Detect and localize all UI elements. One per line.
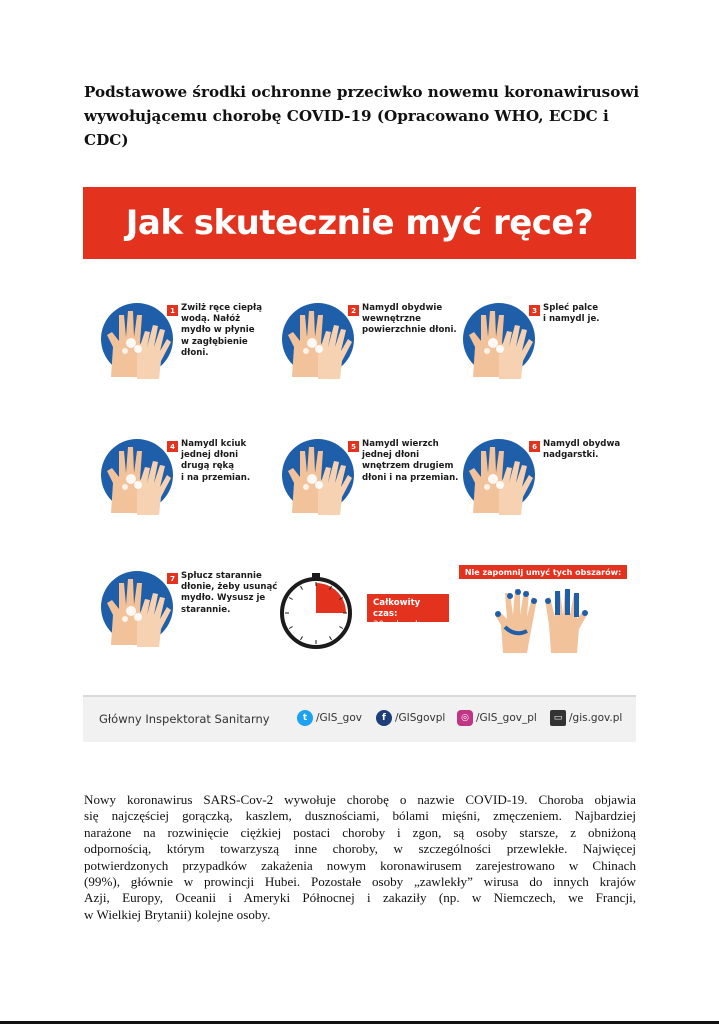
step-instruction-line: dłoni. [181,347,209,358]
step-instruction-line: Namydl kciuk [181,439,247,449]
step-instruction [181,439,281,484]
step-instruction [181,571,281,616]
paragraph-line: Azji, Europy, Oceanii i Ameryki Północnej i zakaziły (np. w Niemczech, we Francji, [84,890,636,906]
step-number-badge: 6 [529,441,540,452]
total-time-value: 30 sekund [373,620,418,630]
paragraph-line: się najczęściej gorączką, kaszlem, dusznościami, bólami mięśni, zmęczeniem. Najbardziej [84,808,636,824]
website-url: /gis.gov.pl [569,712,623,724]
step-instruction-line: jednej dłoni [181,450,239,461]
poster-title: Jak skutecznie myć ręce? [125,203,594,243]
monitor-icon: ▭ [550,710,566,726]
rinse-hands-icon [101,571,173,643]
facebook-icon: f [376,710,392,726]
step-instruction-line: Namydl wierzch [362,439,439,449]
website-link[interactable] [550,710,622,726]
stopwatch-icon [276,571,356,651]
soap-palms-icon [282,303,354,375]
total-time-label: Całkowity czas: [373,598,421,619]
step-instruction-line: dłonie, żeby usunąć [181,582,278,593]
step-instruction-line: i namydl je. [543,314,600,325]
step-instruction-line: wnętrzem drugiem [362,461,454,472]
step-instruction-line: powierzchnie dłoni. [362,325,457,336]
paragraph-line: odpornością, którym towarzyszą inne choroby, w szczególności przewlekłe. Najwięcej [84,841,636,857]
back-of-hand-icon [282,439,354,511]
step-number-badge: 4 [167,441,178,452]
step-number-badge: 3 [529,305,540,316]
paragraph-line: Nowy koronawirus SARS-Cov-2 wywołuje chorobę o nazwie COVID-19. Choroba objawia [84,792,636,807]
instagram-link[interactable] [457,710,537,726]
wet-hands-icon [101,303,173,375]
step-instruction [362,303,462,337]
step-instruction-line: Spłucz starannie [181,571,262,581]
poster-footer [83,695,636,742]
body-paragraph [84,792,636,923]
step-instruction-line: Spleć palce [543,303,599,313]
poster-banner [83,187,636,259]
step-instruction-line: wodą. Nałóż [181,314,241,325]
step-instruction-line: Namydl obydwa [543,439,621,449]
heading-line-1: Podstawowe środki ochronne przeciwko nowemu koronawirusowi [84,83,640,101]
highlighted-hands-icon [483,583,603,655]
step-instruction [543,439,643,461]
step-instruction [362,439,462,484]
step-instruction-line: mydło. Wysusz je [181,593,266,604]
wrist-wash-icon [463,439,535,511]
step-instruction-line: Namydl obydwie [362,303,443,313]
instagram-icon: ◎ [457,710,473,726]
paragraph-line: potwierdzonych przypadków zakażenia nowym koronawirusem zarejestrowano w Chinach [84,857,636,873]
step-instruction-line: nadgarstki. [543,450,599,461]
interlace-fingers-icon [463,303,535,375]
paragraph-line: (99%), głównie w prowincji Hubei. Pozostałe osoby „zawlekły” wirusa do innych krajów [84,874,636,890]
step-instruction-line: jednej dłoni [362,450,420,461]
facebook-handle: /GISgovpl [395,712,446,724]
step-instruction-line: wewnętrzne [362,314,421,325]
heading-line-2: wywołującemu chorobę COVID-19 (Opracowano WHO, ECDC i CDC) [84,107,609,149]
step-instruction-line: starannie. [181,604,231,615]
step-number-badge: 2 [348,305,359,316]
step-instruction-line: i na przemian. [181,472,251,483]
twitter-link[interactable] [297,710,362,726]
twitter-handle: /GIS_gov [316,712,362,724]
facebook-link[interactable] [376,710,445,726]
paragraph-line: w Wielkiej Brytanii) kolejne osoby. [84,906,271,922]
step-instruction-line: Zwilż ręce ciepłą [181,303,263,313]
step-instruction-line: drugą ręką [181,461,235,472]
reminder-label: Nie zapomnij umyć tych obszarów: [459,565,627,579]
step-number-badge: 1 [167,305,178,316]
thumb-wash-icon [101,439,173,511]
paragraph-line: narażone na rozwinięcie ciężkiej postaci choroby i zgon, są osoby starsze, z obniżoną [84,824,636,840]
step-number-badge: 5 [348,441,359,452]
step-instruction [181,303,281,359]
step-instruction-line: dłoni i na przemian. [362,472,459,483]
step-instruction [543,303,643,325]
total-time-box [367,594,449,630]
step-instruction-line: w zagłębienie [181,336,248,347]
document-heading [84,80,644,152]
instagram-handle: /GIS_gov_pl [476,712,537,724]
org-name: Główny Inspektorat Sanitarny [99,712,270,726]
twitter-icon: t [297,710,313,726]
step-instruction-line: mydło w płynie [181,325,255,336]
handwashing-poster [83,187,636,740]
step-number-badge: 7 [167,573,178,584]
